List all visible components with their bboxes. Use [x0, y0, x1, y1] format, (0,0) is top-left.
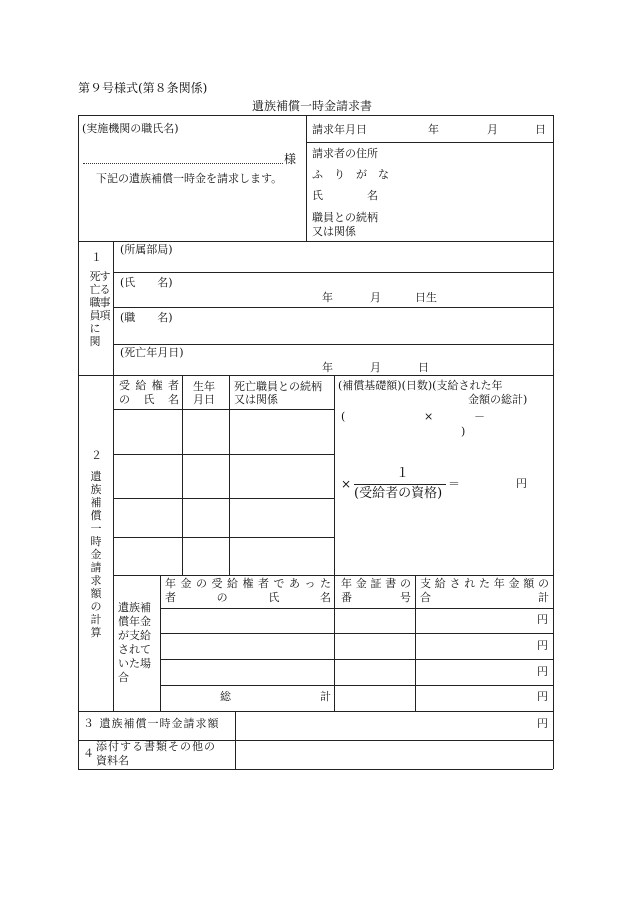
pension-col-cert-line2: [341, 592, 411, 605]
pension-top-line: [113, 575, 553, 576]
pension-label: 遺族補償年金が支給されていた場合: [118, 601, 151, 684]
section1-line-1: [113, 272, 553, 273]
section1-top-line: [78, 241, 553, 242]
date-label: 請求年月日: [312, 123, 367, 136]
table-left-border: [78, 115, 79, 769]
pension-total-label-b: 計: [320, 690, 331, 703]
birth-year: 年: [322, 291, 333, 304]
job-label: (職 名): [120, 311, 173, 324]
table-top-border: [78, 115, 553, 116]
col-relation: 死亡職員との続柄又は関係: [234, 380, 322, 406]
calc-header-1: (補償基礎額)(日数)(支給された年: [338, 379, 503, 392]
section4-number: ４: [83, 747, 94, 760]
pension-header-line: [160, 608, 553, 609]
pension-col-amount-line1: 支 給 さ れ た 年 金 額 の: [420, 577, 549, 590]
form-title: 遺族補償一時金請求書: [252, 99, 373, 113]
section1-number: １: [91, 251, 102, 264]
birth-suffix: 日生: [415, 291, 437, 304]
section3-yen: 円: [537, 717, 548, 730]
section2-top-line: [78, 375, 553, 376]
col-recipient-line2: の 氏 名: [119, 393, 179, 406]
sama-suffix: 様: [284, 152, 297, 166]
header-divider: [306, 115, 307, 241]
date-month: 月: [487, 123, 498, 136]
pension-total-label-a: 総: [220, 690, 231, 703]
death-day: 日: [418, 361, 429, 374]
date-day: 日: [535, 123, 546, 136]
section3-label: ３ 遺族補償一時金請求額: [83, 717, 220, 730]
calc-minus: －: [474, 410, 485, 423]
death-date-label: (死亡年月日): [120, 346, 184, 359]
section1-label-divider: [113, 241, 114, 375]
pension-row-line-1: [160, 633, 553, 634]
section4-label-2: 資料名: [96, 754, 129, 767]
calc-times: ×: [424, 410, 434, 423]
fraction-numerator: １: [396, 466, 410, 481]
section1-line-2: [113, 307, 553, 308]
furigana-label: ふ り が な: [312, 168, 389, 181]
formula-yen: 円: [516, 477, 527, 490]
holder-2b: の: [216, 591, 228, 604]
section2-number: ２: [91, 449, 102, 462]
col-recipient-line1: 受 給 権 者: [119, 379, 179, 392]
pension-label-divider: [160, 575, 161, 711]
calc-paren-close: ): [461, 425, 466, 438]
pension-row3-yen: 円: [537, 665, 548, 678]
section2-label-divider: [113, 375, 114, 711]
death-year: 年: [322, 361, 333, 374]
recipient-row-line-1: [113, 454, 334, 455]
address-label: 請求者の住所: [312, 147, 378, 160]
pension-row1-yen: 円: [537, 613, 548, 626]
holder-2d: 名: [319, 591, 331, 604]
pension-col-amount: [415, 575, 416, 711]
section2-col-relation: [229, 375, 230, 575]
table-bottom-border: [78, 769, 553, 770]
form-number: 第９号様式(第８条関係): [78, 81, 208, 95]
fraction-denominator: (受給者の資格): [354, 486, 443, 501]
agency-name-dotted-line: [83, 163, 283, 164]
section1-line-3: [113, 344, 553, 345]
section2-title: 遺族補償一時金請求額の計算: [90, 470, 102, 639]
pension-row2-yen: 円: [537, 639, 548, 652]
date-year: 年: [428, 123, 439, 136]
affiliation-label: (所属部局): [120, 243, 173, 256]
formula-times: ×: [341, 477, 352, 491]
birth-month: 月: [370, 291, 381, 304]
calc-header-2: 金額の総計): [468, 393, 528, 406]
death-month: 月: [370, 361, 381, 374]
recipient-row-line-3: [113, 537, 334, 538]
section3-top-line: [78, 711, 553, 712]
section1-title-col2: する事項: [99, 270, 111, 322]
pension-col-holder-line1: 年 金 の 受 給 権 者 で あ っ た: [165, 577, 331, 590]
holder-2a: 者: [165, 591, 176, 604]
section1-title-col1: 死亡職員に関: [89, 270, 101, 348]
amount-2a: 合: [420, 591, 431, 604]
deceased-name-label: (氏 名): [120, 276, 173, 289]
recipient-row-line-2: [113, 498, 334, 499]
section2-col-birth: [182, 375, 183, 575]
holder-2c: 氏: [268, 591, 280, 604]
request-statement: 下記の遺族補償一時金を請求します。: [96, 172, 283, 185]
agency-label: (実施機関の職氏名): [82, 122, 179, 135]
col-birth: 生年月日: [193, 380, 215, 406]
pension-col-amount-line2: [420, 592, 549, 605]
pension-row-line-3: [160, 685, 553, 686]
calc-paren-open: (: [341, 410, 346, 423]
amount-2b: 計: [538, 591, 549, 604]
fraction-bar: [354, 484, 446, 485]
recipient-header-line: [113, 409, 334, 410]
pension-col-cert: [334, 575, 335, 685]
pension-col-holder-line2: [165, 592, 331, 605]
cert-2a: 番: [341, 591, 352, 604]
table-right-border: [553, 115, 554, 769]
relation-label-2: 又は関係: [312, 225, 356, 238]
header-date-line: [306, 142, 553, 143]
relation-label-1: 職員との続柄: [312, 211, 378, 224]
cert-2b: 号: [400, 591, 411, 604]
section4-label-1: 添付する書類その他の: [96, 740, 216, 753]
pension-col-cert-line1: 年 金 証 書 の: [341, 577, 411, 590]
pension-total-yen: 円: [537, 690, 548, 703]
formula-equals: ＝: [448, 477, 461, 491]
requester-name-label: 氏 名: [312, 189, 378, 202]
pension-row-line-2: [160, 659, 553, 660]
